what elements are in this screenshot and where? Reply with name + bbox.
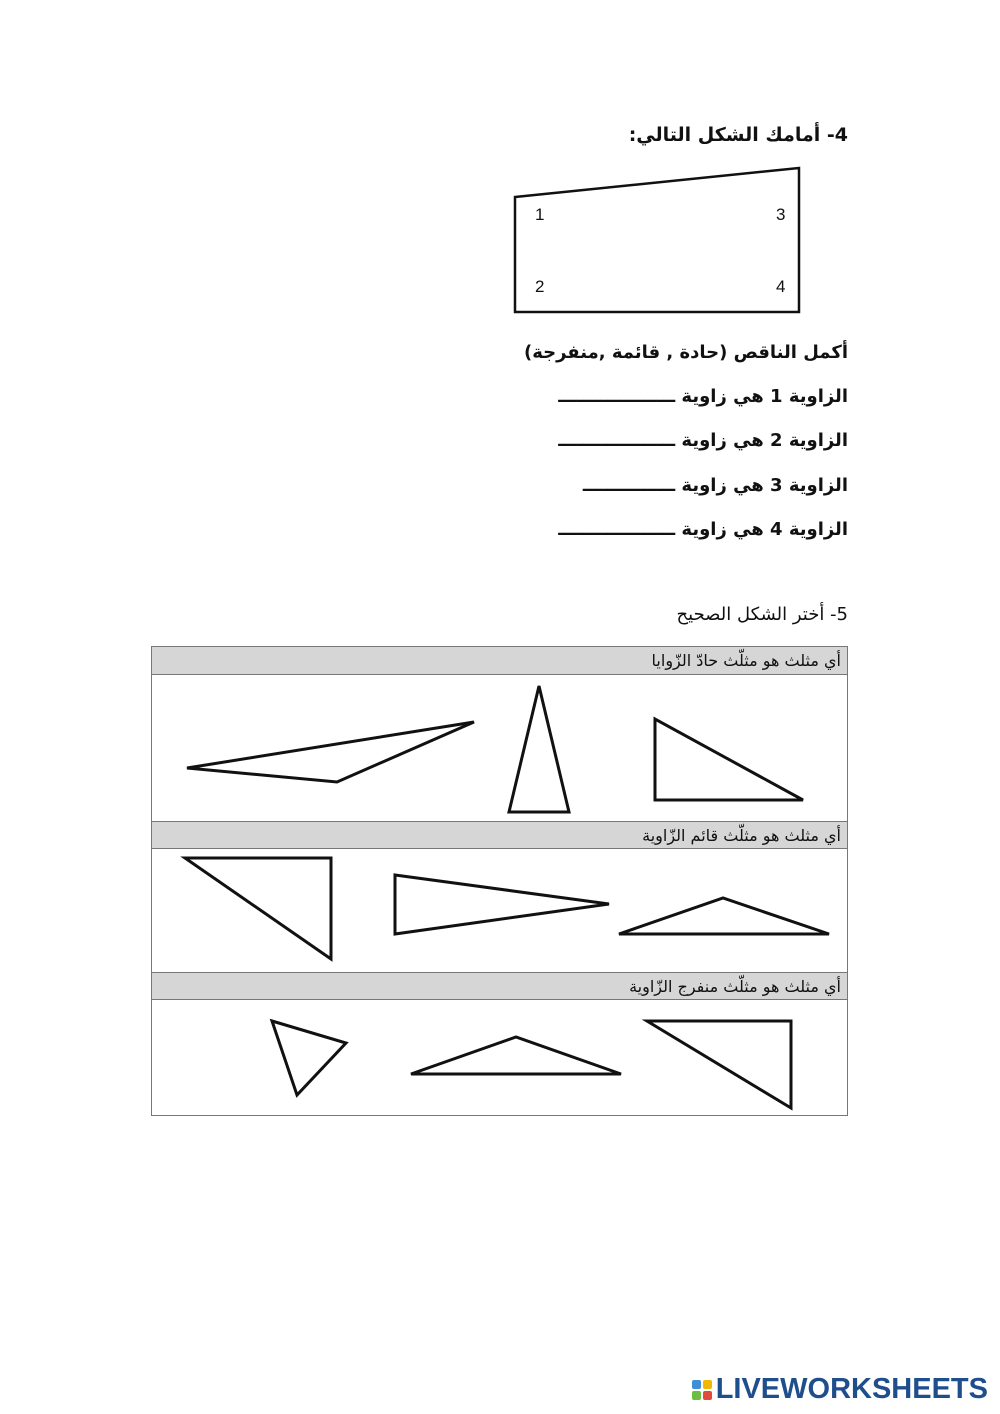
angle-label-3: 3	[776, 205, 786, 224]
angle-label-4: 4	[776, 277, 786, 296]
option-acute-triangle[interactable]	[509, 686, 569, 812]
liveworksheets-logo	[692, 1373, 988, 1406]
question-4-instruction: أكمل الناقص (حادة , قائمة ,منفرجة)	[523, 342, 848, 363]
option-acute-triangle[interactable]	[272, 1021, 346, 1095]
logo-text: LIVEWORKSHEETS	[715, 1373, 988, 1405]
triangle-choice-table	[151, 646, 848, 1116]
option-right-triangle[interactable]	[647, 1021, 791, 1108]
row-1-body	[152, 676, 847, 821]
logo-blocks-icon	[692, 1380, 712, 1400]
quadrilateral-figure	[510, 164, 810, 319]
option-obtuse-triangle[interactable]	[619, 898, 829, 934]
question-4-title: 4- أمامك الشكل التالي:	[628, 124, 848, 146]
angle-label-1: 1	[535, 205, 545, 224]
row-2-body	[152, 850, 847, 972]
option-acute-triangle[interactable]	[395, 875, 609, 934]
row-2-header: أي مثلث هو مثلّث قائم الزّاوية	[152, 821, 847, 849]
option-right-triangle[interactable]	[185, 858, 331, 959]
row-3-header: أي مثلث هو مثلّث منفرج الزّاوية	[152, 972, 847, 1000]
angle-1-answer-line[interactable]: الزاوية 1 هي زاوية ـــــــــــــــــــ	[558, 386, 848, 407]
angle-4-answer-line[interactable]: الزاوية 4 هي زاوية ـــــــــــــــــــ	[558, 519, 848, 540]
angle-label-2: 2	[535, 277, 545, 296]
question-5-title: 5- أختر الشكل الصحيح	[676, 604, 848, 625]
row-3-body	[152, 1001, 847, 1115]
row-1-header: أي مثلث هو مثلّث حادّ الزّوايا	[152, 647, 847, 675]
angle-2-answer-line[interactable]: الزاوية 2 هي زاوية ـــــــــــــــــــ	[558, 430, 848, 451]
angle-3-answer-line[interactable]: الزاوية 3 هي زاوية ـــــــــــــــ	[582, 475, 848, 496]
option-right-triangle[interactable]	[655, 719, 803, 800]
option-obtuse-triangle[interactable]	[187, 722, 474, 782]
option-obtuse-triangle[interactable]	[411, 1037, 621, 1074]
